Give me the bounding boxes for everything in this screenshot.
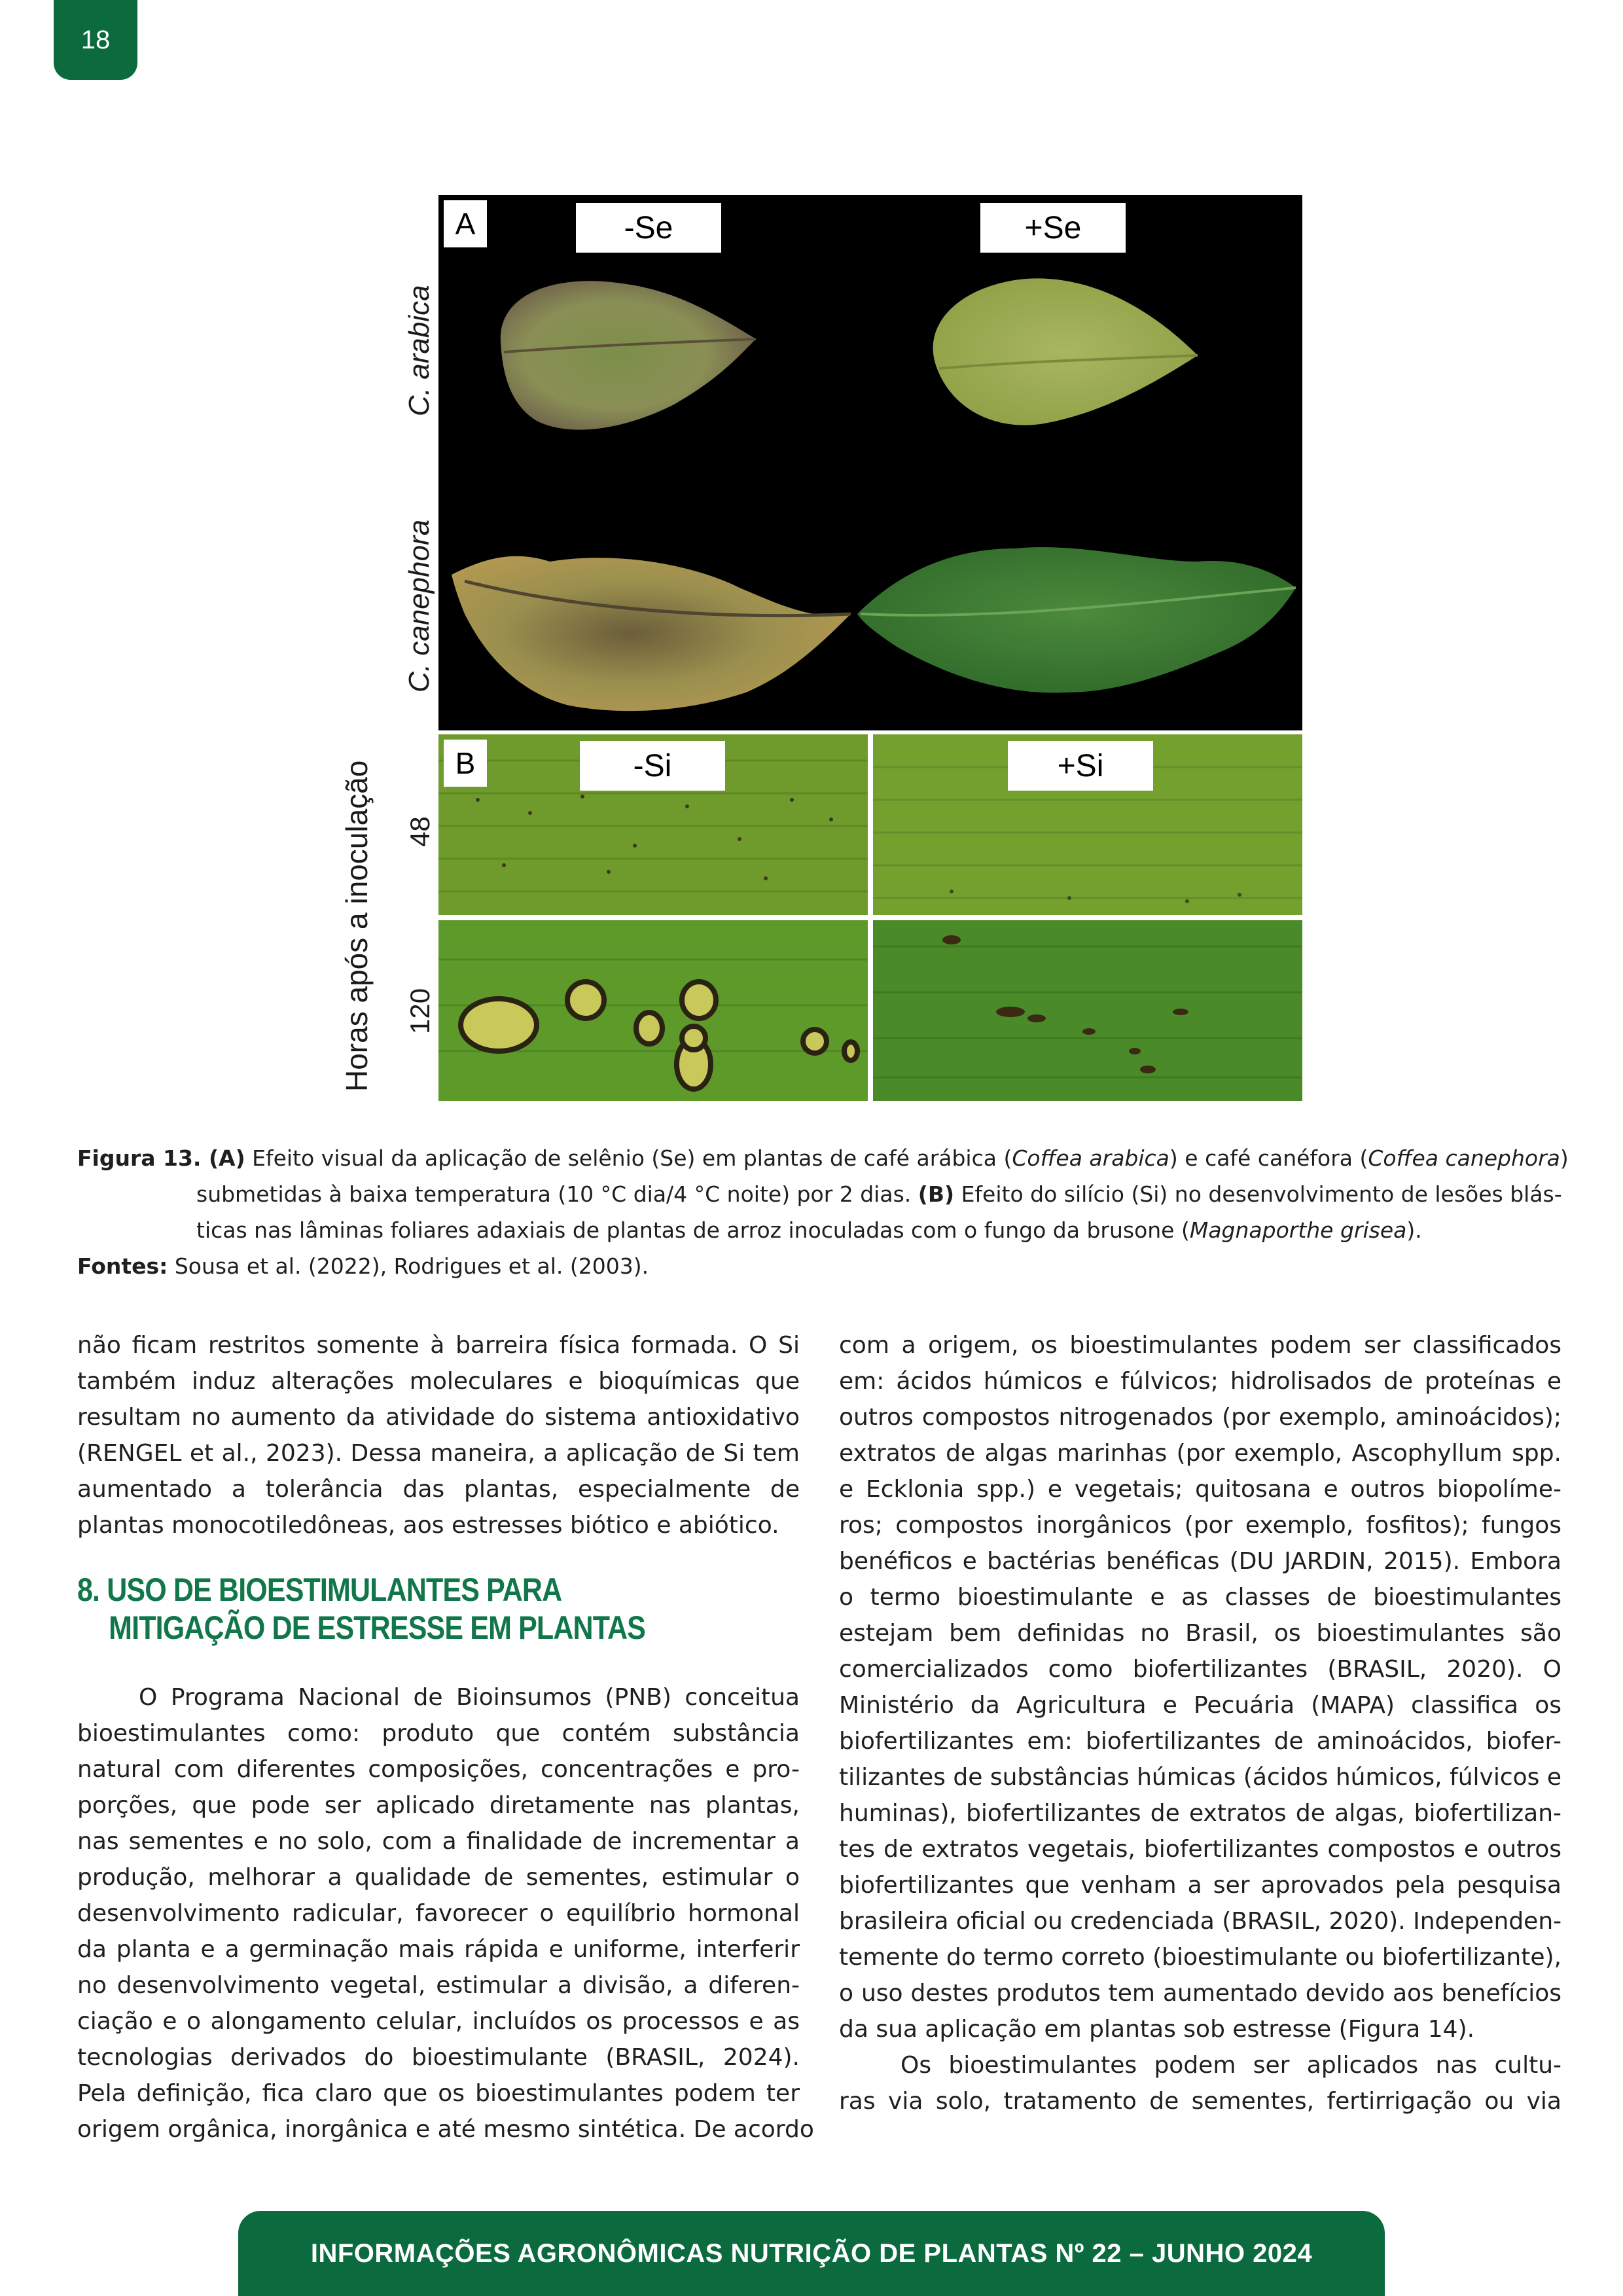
label-120-hours: 120 xyxy=(404,988,435,1034)
text-line: (RENGEL et al., 2023). Dessa maneira, a aplicação de Si tem xyxy=(77,1440,800,1467)
text-line: plantas monocotiledôneas, aos estresses biótico e abiótico. xyxy=(77,1512,779,1539)
text-line: resultam no aumento da atividade do sistema antioxidativo xyxy=(77,1404,800,1431)
rice-120h-plus-si xyxy=(873,920,1302,1101)
text-line: desenvolvimento radicular, favorecer o equilíbrio hormonal xyxy=(77,1900,800,1927)
caption-line-1 xyxy=(77,1140,1571,1176)
text-line: e Ecklonia spp.) e vegetais; quitosana e outros biopolíme- xyxy=(839,1476,1561,1503)
section-heading-line-1: 8. USO DE BIOESTIMULANTES PARA xyxy=(77,1571,562,1608)
tag-minus-se: -Se xyxy=(576,203,721,253)
text-line: também induz alterações moleculares e bioquímicas que xyxy=(77,1368,800,1395)
text-line: da sua aplicação em plantas sob estresse (Figura 14). xyxy=(839,2016,1475,2043)
caption-text: ) e café canéfora ( xyxy=(1169,1145,1368,1171)
caption-species: Coffea canephora xyxy=(1368,1145,1560,1171)
caption-text: ticas nas lâminas foliares adaxiais de plantas de arroz inoculadas com o fungo da brusone ( xyxy=(196,1217,1190,1243)
text-line: Pela definição, fica claro que os bioestimulantes podem ter xyxy=(77,2080,800,2107)
text-line: no desenvolvimento vegetal, estimular a divisão, a diferen- xyxy=(77,1972,800,1999)
text-line: nas sementes e no solo, com a finalidade de incrementar a xyxy=(77,1828,800,1855)
panel-b-rice-leaves xyxy=(438,734,1302,1101)
text-line: produção, melhorar a qualidade de sementes, estimular o xyxy=(77,1864,800,1891)
text-line: da planta e a germinação mais rápida e uniforme, interferir xyxy=(77,1936,800,1963)
text-line: outros compostos nitrogenados (por exemplo, aminoácidos); xyxy=(839,1404,1561,1431)
caption-panel-b-label: (B) xyxy=(918,1181,955,1207)
caption-species: Magnaporthe grisea xyxy=(1189,1217,1407,1243)
text-line: benéficos e bactérias benéficas (DU JARDIN, 2015). Embora xyxy=(839,1548,1561,1575)
panel-b-letter: B xyxy=(444,740,487,787)
panel-a-letter: A xyxy=(444,200,487,247)
text-line: bioestimulantes como: produto que contém substância xyxy=(77,1720,800,1747)
text-line: em: ácidos húmicos e fúlvicos; hidrolisados de proteínas e xyxy=(839,1368,1561,1395)
section-heading-8 xyxy=(77,1571,645,1647)
text-line: huminas), biofertilizantes de extratos de algas, biofertilizan- xyxy=(839,1800,1561,1827)
caption-line-3 xyxy=(77,1212,1571,1248)
text-line: ras via solo, tratamento de sementes, fertirrigação ou via xyxy=(839,2088,1561,2115)
tag-plus-si: +Si xyxy=(1008,741,1153,791)
text-line: natural com diferentes composições, concentrações e pro- xyxy=(77,1756,800,1783)
footer-text: INFORMAÇÕES AGRONÔMICAS NUTRIÇÃO DE PLANTAS Nº 22 – JUNHO 2024 xyxy=(310,2238,1313,2268)
text-line: o termo bioestimulante e as classes de bioestimulantes xyxy=(839,1584,1561,1611)
page-number: 18 xyxy=(80,25,111,54)
caption-sources xyxy=(77,1248,1571,1284)
text-line: comercializados como biofertilizantes (BRASIL, 2020). O xyxy=(839,1656,1561,1683)
text-line: Ministério da Agricultura e Pecuária (MAPA) classifica os xyxy=(839,1692,1561,1719)
caption-text: ) xyxy=(1560,1145,1569,1171)
text-line: estejam bem definidas no Brasil, os bioestimulantes são xyxy=(839,1620,1561,1647)
text-line: ciação e o alongamento celular, incluídos os processos e as xyxy=(77,2008,800,2035)
text-line: não ficam restritos somente à barreira física formada. O Si xyxy=(77,1332,800,1359)
left-column-paragraph-2 xyxy=(77,1679,814,2147)
text-line: extratos de algas marinhas (por exemplo, Ascophyllum spp. xyxy=(839,1440,1561,1467)
footer-banner xyxy=(238,2211,1385,2296)
caption-figure-label: Figura 13. (A) xyxy=(77,1145,245,1171)
left-column-paragraph-1 xyxy=(77,1327,800,1543)
text-line: temente do termo correto (bioestimulante ou biofertilizante), xyxy=(839,1944,1561,1971)
label-hours-after-inoculation: Horas após a inoculação xyxy=(340,760,374,1092)
text-line: biofertilizantes em: biofertilizantes de aminoácidos, biofer- xyxy=(839,1728,1561,1755)
caption-text: submetidas à baixa temperatura (10 °C dia/4 °C noite) por 2 dias. xyxy=(196,1181,918,1207)
text-line: tes de extratos vegetais, biofertilizantes compostos e outros xyxy=(839,1836,1561,1863)
figure-caption xyxy=(77,1140,1571,1284)
section-heading-line-2: MITIGAÇÃO DE ESTRESSE EM PLANTAS xyxy=(109,1609,645,1646)
caption-text: Efeito visual da aplicação de selênio (Se) em plantas de café arábica ( xyxy=(245,1145,1012,1171)
right-column xyxy=(839,1327,1561,2119)
tag-minus-si: -Si xyxy=(580,741,725,791)
page-number-tab xyxy=(54,0,137,80)
text-line: Os bioestimulantes podem ser aplicados nas cultu- xyxy=(901,2052,1561,2079)
caption-text: ). xyxy=(1406,1217,1422,1243)
text-line: biofertilizantes que venham a ser aprovados pela pesquisa xyxy=(839,1872,1561,1899)
caption-sources-label: Fontes: xyxy=(77,1253,168,1279)
text-line: tecnologias derivados do bioestimulante (BRASIL, 2024). xyxy=(77,2044,800,2071)
text-line: porções, que pode ser aplicado diretamente nas plantas, xyxy=(77,1792,800,1819)
label-48-hours: 48 xyxy=(404,816,435,847)
text-line: ros; compostos inorgânicos (por exemplo, fosfitos); fungos xyxy=(839,1512,1561,1539)
tag-plus-se: +Se xyxy=(980,203,1126,253)
rice-120h-minus-si xyxy=(438,920,868,1101)
text-line: brasileira oficial ou credenciada (BRASIL, 2020). Independen- xyxy=(839,1908,1562,1935)
panel-a-coffee-leaves xyxy=(438,195,1302,730)
caption-species: Coffea arabica xyxy=(1012,1145,1169,1171)
text-line: o uso destes produtos tem aumentado devido aos benefícios xyxy=(839,1980,1561,2007)
text-line: com a origem, os bioestimulantes podem ser classificados xyxy=(839,1332,1561,1359)
caption-text: Efeito do silício (Si) no desenvolvimento de lesões blás- xyxy=(954,1181,1562,1207)
label-c-canephora: C. canephora xyxy=(403,519,435,692)
label-c-arabica: C. arabica xyxy=(403,285,435,416)
caption-sources-text: Sousa et al. (2022), Rodrigues et al. (2003). xyxy=(168,1253,649,1279)
text-line: O Programa Nacional de Bioinsumos (PNB) conceitua xyxy=(139,1684,800,1711)
coffee-leaves-image xyxy=(438,195,1302,730)
text-line: tilizantes de substâncias húmicas (ácidos húmicos, fúlvicos e xyxy=(839,1764,1561,1791)
caption-line-2 xyxy=(77,1176,1571,1212)
text-line: origem orgânica, inorgânica e até mesmo sintética. De acordo xyxy=(77,2116,814,2143)
text-line: aumentado a tolerância das plantas, especialmente de xyxy=(77,1476,800,1503)
figure-13 xyxy=(327,190,1309,1106)
